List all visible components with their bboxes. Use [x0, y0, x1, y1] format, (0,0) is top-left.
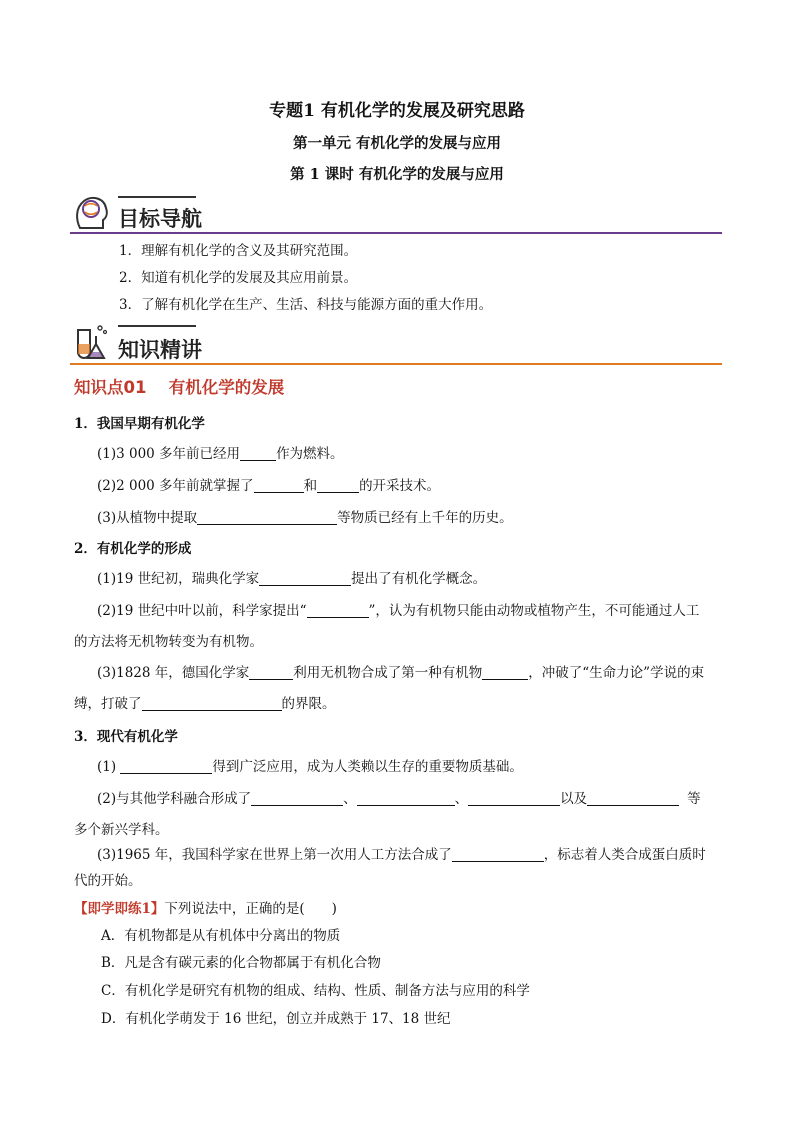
paragraph-continued: 代的开始。	[74, 873, 142, 889]
goal-item: 3．了解有机化学在生产、生活、科技与能源方面的重大作用。	[119, 297, 493, 313]
paragraph: (1) 得到广泛应用，成为人类赖以生存的重要物质基础。	[97, 759, 523, 775]
paragraph-continued: 多个新兴学科。	[74, 822, 169, 838]
section-rule-knowledge	[70, 363, 722, 365]
option-a[interactable]: A．有机物都是从有机体中分离出的物质	[101, 928, 341, 944]
fill-blank[interactable]	[482, 665, 528, 680]
section-topline	[118, 196, 196, 198]
option-c[interactable]: C．有机化学是研究有机物的组成、结构、性质、制备方法与应用的科学	[101, 983, 530, 999]
paragraph: (2)与其他学科融合形成了 、 、 以及 等	[97, 791, 701, 807]
brain-head-icon	[70, 192, 112, 234]
heading: 1．我国早期有机化学	[74, 416, 205, 432]
paragraph: (1)3 000 多年前已经用 作为燃料。	[97, 446, 344, 462]
paragraph: (2)2 000 多年前就掌握了 和 的开采技术。	[97, 478, 441, 494]
fill-blank[interactable]	[120, 759, 212, 774]
heading: 2．有机化学的形成	[74, 541, 192, 557]
fill-blank[interactable]	[587, 791, 679, 806]
fill-blank[interactable]	[197, 510, 337, 525]
fill-blank[interactable]	[357, 791, 455, 806]
section-rule-goals	[70, 232, 722, 234]
fill-blank[interactable]	[317, 478, 359, 493]
exercise-question: 【即学即练1】下列说法中，正确的是( )	[74, 901, 337, 917]
option-d[interactable]: D．有机化学萌发于 16 世纪，创立并成熟于 17、18 世纪	[101, 1011, 451, 1027]
section-title-goals: 目标导航	[118, 207, 202, 231]
option-b[interactable]: B．凡是含有碳元素的化合物都属于有机化合物	[101, 955, 381, 971]
exercise-tag: 【即学即练1】	[74, 901, 165, 917]
paragraph: (3)1965 年，我国科学家在世界上第一次用人工方法合成了 ，标志着人类合成蛋白质时	[97, 847, 706, 863]
fill-blank[interactable]	[249, 665, 293, 680]
lab-flask-icon	[70, 322, 112, 364]
paragraph-continued: 的方法将无机物转变为有机物。	[74, 634, 263, 650]
unit-title: 第一单元 有机化学的发展与应用	[292, 135, 502, 152]
paragraph-continued: 缚，打破了 的界限。	[74, 696, 336, 712]
fill-blank[interactable]	[452, 847, 544, 862]
fill-blank[interactable]	[254, 478, 304, 493]
goal-item: 1．理解有机化学的含义及其研究范围。	[119, 243, 358, 259]
paragraph: (2)19 世纪中叶以前，科学家提出“ ”，认为有机物只能由动物或植物产生，不可能通过人工	[97, 603, 700, 619]
heading: 3．现代有机化学	[74, 729, 178, 745]
fill-blank[interactable]	[468, 791, 560, 806]
section-title-knowledge: 知识精讲	[118, 338, 202, 362]
goal-item: 2．知道有机化学的发展及其应用前景。	[119, 270, 358, 286]
section-topline	[118, 325, 196, 327]
fill-blank[interactable]	[307, 603, 369, 618]
lesson-title: 第 1 课时 有机化学的发展与应用	[290, 166, 504, 183]
knowledge-point-title: 知识点01 有机化学的发展	[74, 378, 285, 397]
fill-blank[interactable]	[240, 446, 276, 461]
paragraph: (3)1828 年，德国化学家 利用无机物合成了第一种有机物 ，冲破了“生命力论”学说的束	[97, 665, 705, 681]
paragraph: (3)从植物中提取 等物质已经有上千年的历史。	[97, 510, 513, 526]
fill-blank[interactable]	[142, 696, 282, 711]
paragraph: (1)19 世纪初，瑞典化学家 提出了有机化学概念。	[97, 571, 487, 587]
fill-blank[interactable]	[259, 571, 351, 586]
fill-blank[interactable]	[251, 791, 343, 806]
page-title: 专题1 有机化学的发展及研究思路	[269, 101, 525, 121]
